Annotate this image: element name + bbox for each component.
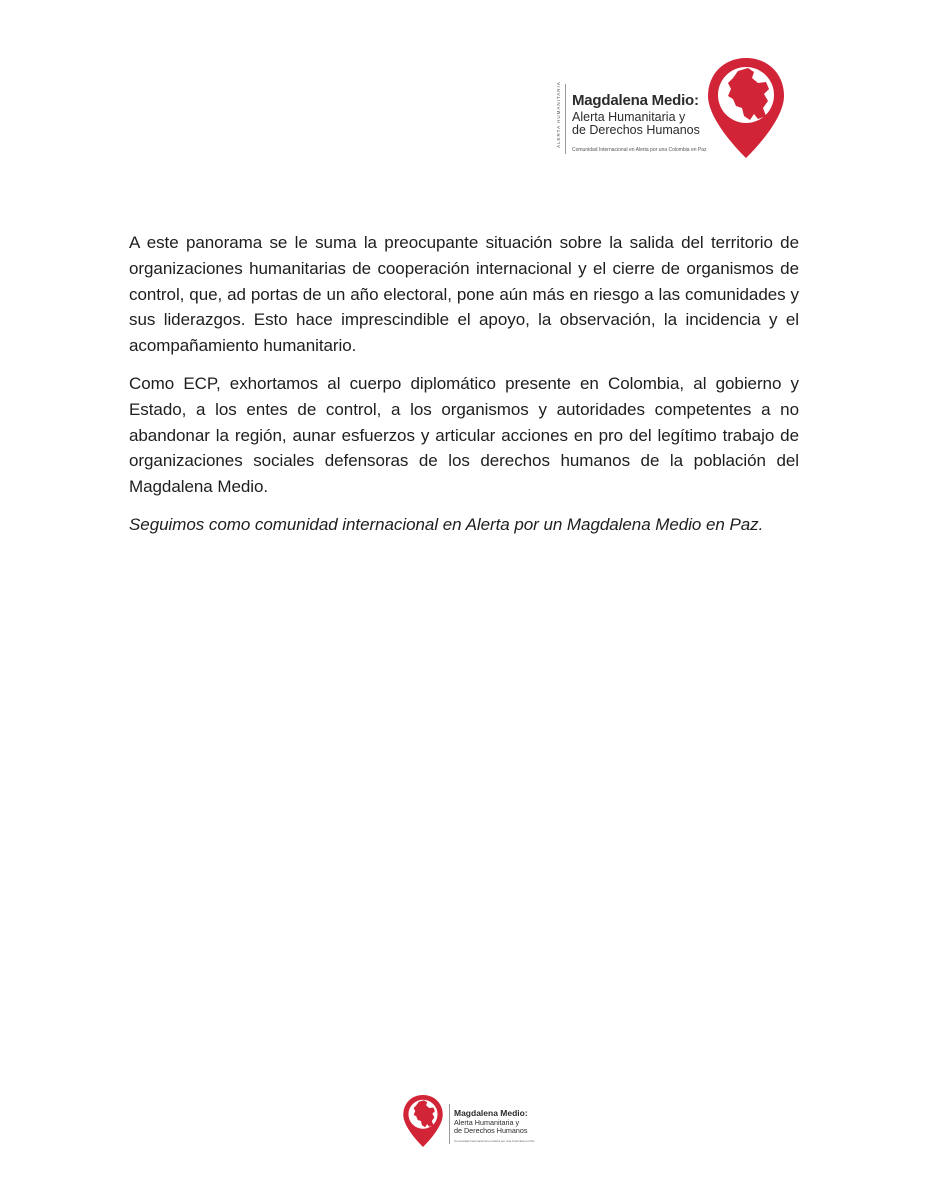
header-logo-subtitle-line2: de Derechos Humanos: [572, 123, 700, 137]
footer-logo-subtitle-line1: Alerta Humanitaria y: [454, 1118, 520, 1127]
footer-logo-subtitle-line2: de Derechos Humanos: [454, 1125, 528, 1135]
paragraph: Como ECP, exhortamos al cuerpo diplomático presente en Colombia, al gobierno y Estado, a los entes de control, a los organismos y autoridades competentes a no abandonar la región, aunar esfuerzos y articular acciones en pro del legítimo trabajo de organizaciones sociales defensoras de los derechos humanos de la población del Magdalena Medio.: [129, 373, 799, 497]
footer-logo-subtitle: [454, 1119, 528, 1134]
map-pin-colombia-icon: [706, 56, 786, 160]
body-content: [129, 230, 799, 550]
footer-logo-divider: [449, 1104, 450, 1144]
map-pin-colombia-icon: [402, 1094, 444, 1148]
header-logo: [548, 52, 788, 162]
footer-logo: [402, 1094, 562, 1150]
header-logo-tagline: Comunidad Internacional en Alerta por una Colombia en Paz: [572, 147, 707, 153]
header-logo-vertical-text: ALERTA HUMANITARIA: [556, 81, 561, 148]
paragraph: A este panorama se le suma la preocupante situación sobre la salida del territorio de organizaciones humanitarias de cooperación internacional y el cierre de organismos de control, que, ad portas de un año electoral, pone aún más en riesgo a las comunidades y sus liderazgos. Esto hace imprescindible el apoyo, la observación, la incidencia y el acompañamiento humanitario.: [129, 233, 799, 356]
header-logo-subtitle-line1: Alerta Humanitaria y: [572, 110, 686, 124]
footer-logo-tagline: Comunidad Internacional en Alerta por una Colombia en Paz: [454, 1139, 535, 1143]
footer-logo-title: Magdalena Medio:: [454, 1108, 528, 1118]
header-logo-title: Magdalena Medio:: [572, 92, 699, 109]
closing-statement: Seguimos como comunidad internacional en Alerta por un Magdalena Medio en Paz.: [129, 514, 764, 534]
header-logo-subtitle: [572, 111, 700, 137]
header-logo-divider: [565, 84, 566, 154]
